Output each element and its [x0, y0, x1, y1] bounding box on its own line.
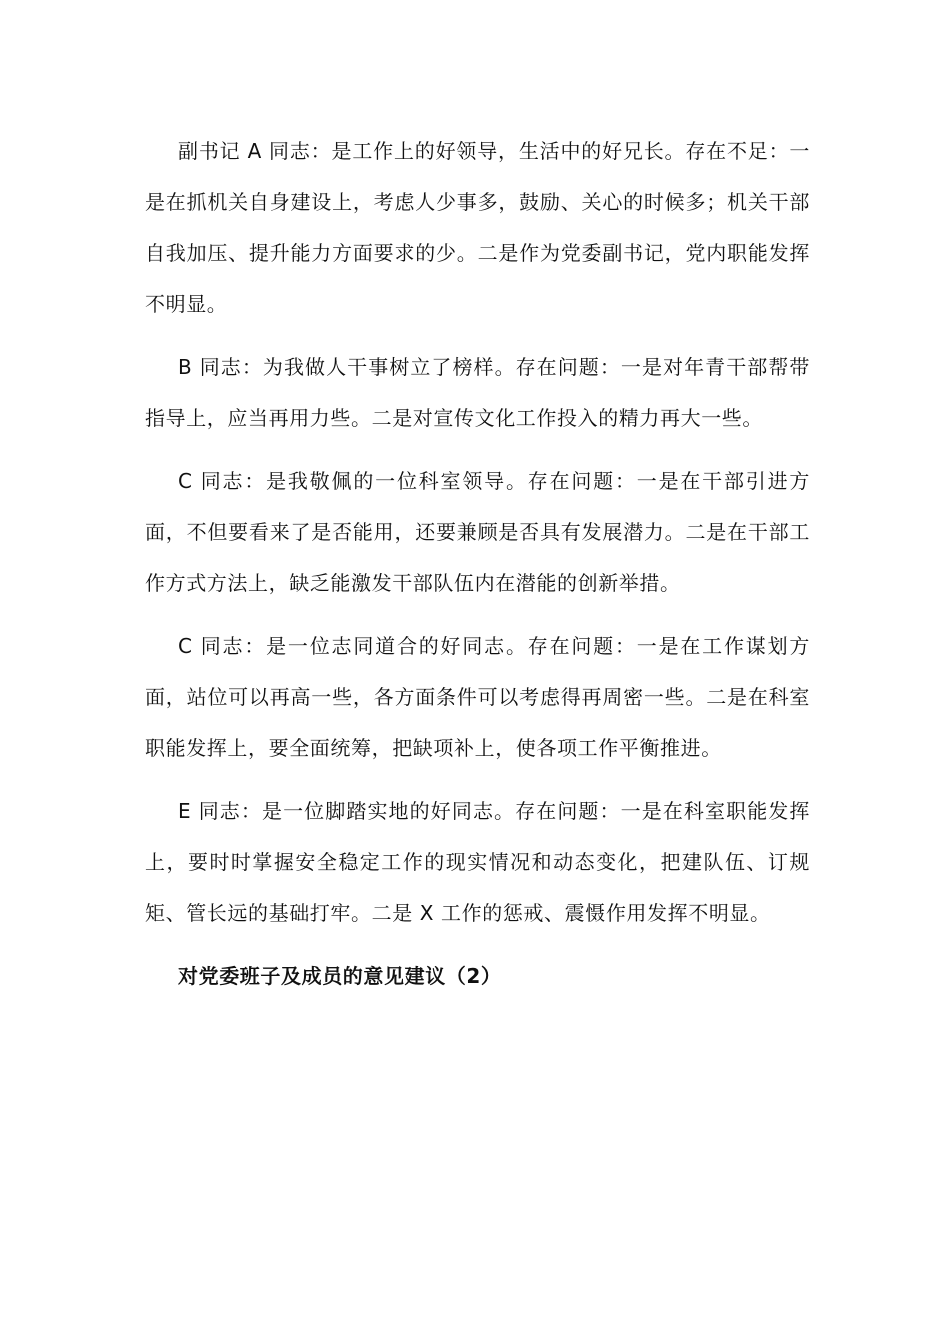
paragraph-comrade-e: E 同志：是一位脚踏实地的好同志。存在问题：一是在科室职能发挥上，要时时掌握安全稳定工作的现实情况和动态变化，把建队伍、订规矩、管长远的基础打牢。二是 X 工作的惩戒、震慑作用发挥不明显。 — [145, 799, 810, 925]
paragraph-comrade-c-first: C 同志：是我敬佩的一位科室领导。存在问题：一是在干部引进方面，不但要看来了是否能用，还要兼顾是否具有发展潜力。二是在干部工作方式方法上，缺乏能激发干部队伍内在潜能的创新举措。 — [145, 469, 810, 595]
paragraph-comrade-b: B 同志：为我做人干事树立了榜样。存在问题：一是对年青干部帮带指导上，应当再用力些。二是对宣传文化工作投入的精力再大一些。 — [145, 355, 810, 430]
paragraph-comrade-c-second: C 同志：是一位志同道合的好同志。存在问题：一是在工作谋划方面，站位可以再高一些，各方面条件可以考虑得再周密一些。二是在科室职能发挥上，要全面统筹，把缺项补上，使各项工作平衡推进。 — [145, 634, 810, 760]
paragraph-deputy-secretary-a: 副书记 A 同志：是工作上的好领导，生活中的好兄长。存在不足：一是在抓机关自身建设上，考虑人少事多，鼓励、关心的时候多；机关干部自我加压、提升能力方面要求的少。二是作为党委副书记，党内职能发挥不明显。 — [145, 139, 810, 316]
section-heading: 对党委班子及成员的意见建议（2） — [178, 964, 502, 988]
document-body — [145, 126, 810, 1002]
